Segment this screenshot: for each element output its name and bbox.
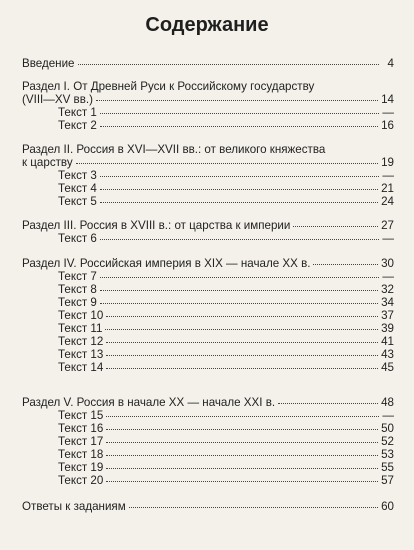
toc-page-number: 27: [381, 219, 394, 232]
section-1-title: Раздел I. От Древней Руси к Российскому государству: [22, 80, 315, 93]
leader-dots: [106, 442, 378, 443]
toc-page-number: 30: [381, 257, 394, 270]
toc-text-entry: [58, 322, 394, 335]
leader-dots: [129, 507, 378, 508]
toc-text-entry: [58, 461, 394, 474]
leader-dots: [105, 329, 378, 330]
toc-page-number: 48: [381, 396, 394, 409]
toc-page-number: —: [382, 106, 394, 119]
toc-text-label: Текст 15: [58, 409, 104, 422]
toc-text-entry: [58, 169, 394, 182]
toc-page-number: 39: [381, 322, 394, 335]
toc-text-entry: [58, 335, 394, 348]
toc-text-label: Текст 9: [58, 296, 97, 309]
toc-text-label: Текст 2: [58, 119, 97, 132]
section-3-entry: [22, 219, 394, 232]
toc-text-entry: [58, 435, 394, 448]
section-2-title: Раздел II. Россия в XVI—XVII вв.: от великого княжества: [22, 143, 326, 156]
leader-dots: [100, 290, 378, 291]
leader-dots: [106, 429, 378, 430]
toc-text-label: Текст 20: [58, 474, 104, 487]
toc-page-number: 55: [381, 461, 394, 474]
leader-dots: [106, 468, 378, 469]
leader-dots: [106, 342, 378, 343]
toc-text-label: Текст 8: [58, 283, 97, 296]
toc-page-number: —: [382, 169, 394, 182]
toc-text-entry: [58, 119, 394, 132]
section-2-entry: [22, 156, 394, 169]
toc-text-entry: [58, 409, 394, 422]
page-title: Содержание: [145, 14, 269, 36]
toc-text-label: Текст 17: [58, 435, 104, 448]
leader-dots: [293, 226, 378, 227]
leader-dots: [106, 481, 378, 482]
toc-page-number: —: [382, 409, 394, 422]
leader-dots: [106, 368, 378, 369]
toc-page-number: 60: [381, 500, 394, 513]
leader-dots: [106, 355, 378, 356]
toc-page-number: 34: [381, 296, 394, 309]
toc-text-entry: [58, 361, 394, 374]
toc-text-entry: [58, 106, 394, 119]
leader-dots: [106, 316, 378, 317]
toc-entry-label: Введение: [22, 57, 75, 70]
toc-page-number: 41: [381, 335, 394, 348]
toc-text-label: Текст 4: [58, 182, 97, 195]
toc-text-label: Текст 10: [58, 309, 104, 322]
toc-text-label: Текст 11: [58, 322, 103, 335]
toc-page-number: 21: [381, 182, 394, 195]
toc-text-label: Текст 19: [58, 461, 104, 474]
toc-text-entry: [58, 182, 394, 195]
toc-entry-intro: [22, 57, 394, 70]
toc-text-label: Текст 14: [58, 361, 104, 374]
leader-dots: [313, 264, 378, 265]
toc-page-number: 43: [381, 348, 394, 361]
toc-text-entry: [58, 283, 394, 296]
leader-dots: [278, 403, 378, 404]
toc-page-number: 14: [381, 93, 394, 106]
toc-page-number: 24: [381, 195, 394, 208]
leader-dots: [100, 303, 378, 304]
toc-text-label: Текст 12: [58, 335, 104, 348]
toc-page-number: —: [382, 232, 394, 245]
toc-text-label: Текст 16: [58, 422, 104, 435]
leader-dots: [100, 189, 378, 190]
leader-dots: [100, 277, 379, 278]
toc-text-label: Текст 18: [58, 448, 104, 461]
toc-text-entry: [58, 195, 394, 208]
toc-text-label: Текст 6: [58, 232, 97, 245]
toc-text-entry: [58, 309, 394, 322]
leader-dots: [78, 64, 380, 65]
section-1-title-cont: (VIII—XV вв.): [22, 93, 93, 106]
leader-dots: [100, 202, 378, 203]
toc-text-label: Текст 13: [58, 348, 104, 361]
toc-page-number: 19: [381, 156, 394, 169]
toc-text-label: Текст 5: [58, 195, 97, 208]
leader-dots: [96, 100, 378, 101]
section-2-title-cont: к царству: [22, 156, 73, 169]
section-4-entry: [22, 257, 394, 270]
toc-page-number: 53: [381, 448, 394, 461]
leader-dots: [100, 239, 379, 240]
section-1-entry: [22, 93, 394, 106]
toc-page-number: 52: [381, 435, 394, 448]
toc-text-label: Текст 1: [58, 106, 97, 119]
toc-page-number: 57: [381, 474, 394, 487]
toc-text-label: Текст 3: [58, 169, 97, 182]
toc-page-number: 37: [381, 309, 394, 322]
toc-text-entry: [58, 296, 394, 309]
leader-dots: [76, 163, 378, 164]
toc-text-entry: [58, 474, 394, 487]
toc-page-number: 4: [387, 57, 394, 70]
section-4-title: Раздел IV. Российская империя в XIX — начале XX в.: [22, 257, 311, 270]
section-3-title: Раздел III. Россия в XVIII в.: от царства к империи: [22, 219, 291, 232]
leader-dots: [106, 455, 378, 456]
leader-dots: [100, 176, 379, 177]
toc-page-number: 32: [381, 283, 394, 296]
toc-entry-label: Ответы к заданиям: [22, 500, 126, 513]
toc-page-number: 16: [381, 119, 394, 132]
leader-dots: [100, 113, 379, 114]
toc-page-number: 45: [381, 361, 394, 374]
toc-text-entry: [58, 270, 394, 283]
toc-text-entry: [58, 448, 394, 461]
leader-dots: [100, 126, 378, 127]
toc-entry-answers: [22, 500, 394, 513]
toc-text-entry: [58, 232, 394, 245]
toc-text-entry: [58, 422, 394, 435]
toc-text-entry: [58, 348, 394, 361]
toc-text-label: Текст 7: [58, 270, 97, 283]
toc-page-number: 50: [381, 422, 394, 435]
section-5-title: Раздел V. Россия в начале XX — начале XXI в.: [22, 396, 276, 409]
leader-dots: [106, 416, 379, 417]
section-5-entry: [22, 396, 394, 409]
toc-page-number: —: [382, 270, 394, 283]
